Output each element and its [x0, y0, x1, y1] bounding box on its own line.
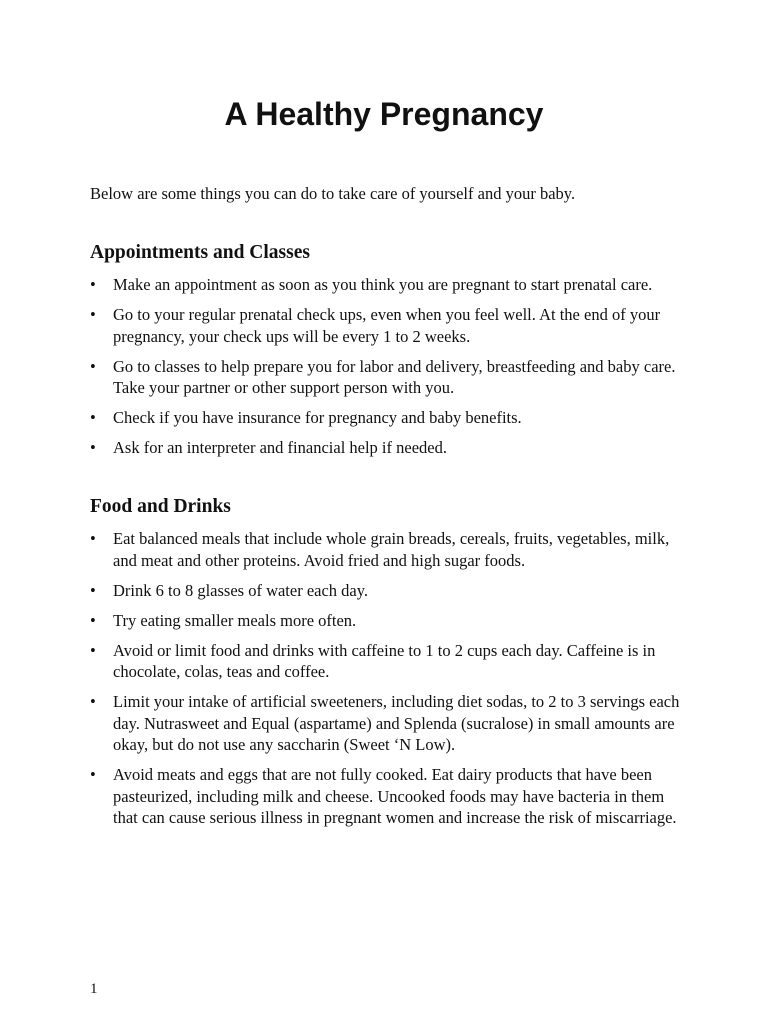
list-item-text: Make an appointment as soon as you think you are pregnant to start prenatal care.: [113, 275, 653, 294]
list-appointments: [90, 274, 690, 467]
bullet-icon: •: [90, 408, 96, 427]
intro-paragraph: Below are some things you can do to take care of yourself and your baby.: [90, 184, 576, 203]
section-heading-appointments: Appointments and Classes: [90, 242, 310, 263]
list-item-text: Eat balanced meals that include whole grain breads, cereals, fruits, vegetables, milk, and meat and other proteins. Avoid fried and high sugar foods.: [113, 529, 670, 570]
bullet-icon: •: [90, 610, 96, 630]
section-heading-food-drinks: Food and Drinks: [90, 496, 231, 517]
list-item-text: Check if you have insurance for pregnancy and baby benefits.: [113, 408, 522, 427]
list-item-text: Avoid meats and eggs that are not fully cooked. Eat dairy products that have been pasteurized, including milk and cheese. Uncooked foods may have bacteria in them that can cause serious illness in pregnant women and increase the risk of miscarriage.: [113, 765, 677, 827]
bullet-icon: •: [90, 640, 96, 660]
list-item-text: Go to classes to help prepare you for labor and delivery, breastfeeding and baby care. Take your partner or other support person with you.: [113, 356, 676, 397]
bullet-icon: •: [90, 765, 96, 784]
bullet-icon: •: [90, 275, 96, 294]
list-item-text: Limit your intake of artificial sweeteners, including diet sodas, to 2 to 3 servings each day. Nutrasweet and Equal (aspartame) and Splenda (sucralose) in small amounts are okay, but do not use any saccharin (Sweet ‘N Low).: [113, 692, 680, 754]
list-item: [90, 764, 690, 829]
list-item: [90, 580, 690, 602]
list-item: [90, 437, 690, 459]
list-item: [90, 356, 690, 399]
bullet-icon: •: [90, 356, 96, 376]
list-item-text: Go to your regular prenatal check ups, even when you feel well. At the end of your pregnancy, your check ups will be every 1 to 2 weeks.: [113, 305, 661, 346]
bullet-icon: •: [90, 692, 96, 711]
list-item: [90, 640, 690, 683]
list-item: [90, 304, 690, 347]
list-item-text: Avoid or limit food and drinks with caffeine to 1 to 2 cups each day. Caffeine is in chocolate, colas, teas and coffee.: [113, 640, 656, 681]
list-item: [90, 407, 690, 429]
bullet-icon: •: [90, 529, 96, 548]
list-item-text: Drink 6 to 8 glasses of water each day.: [113, 580, 369, 600]
list-item: [90, 528, 690, 571]
list-item: [90, 274, 690, 296]
page-title: A Healthy Pregnancy: [224, 96, 544, 132]
list-item-text: Try eating smaller meals more often.: [113, 610, 357, 630]
list-item: [90, 610, 690, 632]
bullet-icon: •: [90, 305, 96, 324]
bullet-icon: •: [90, 580, 96, 600]
list-food-drinks: [90, 528, 690, 837]
list-item-text: Ask for an interpreter and financial help if needed.: [113, 438, 447, 457]
page-number: 1: [90, 981, 98, 997]
list-item: [90, 691, 690, 756]
bullet-icon: •: [90, 438, 96, 457]
